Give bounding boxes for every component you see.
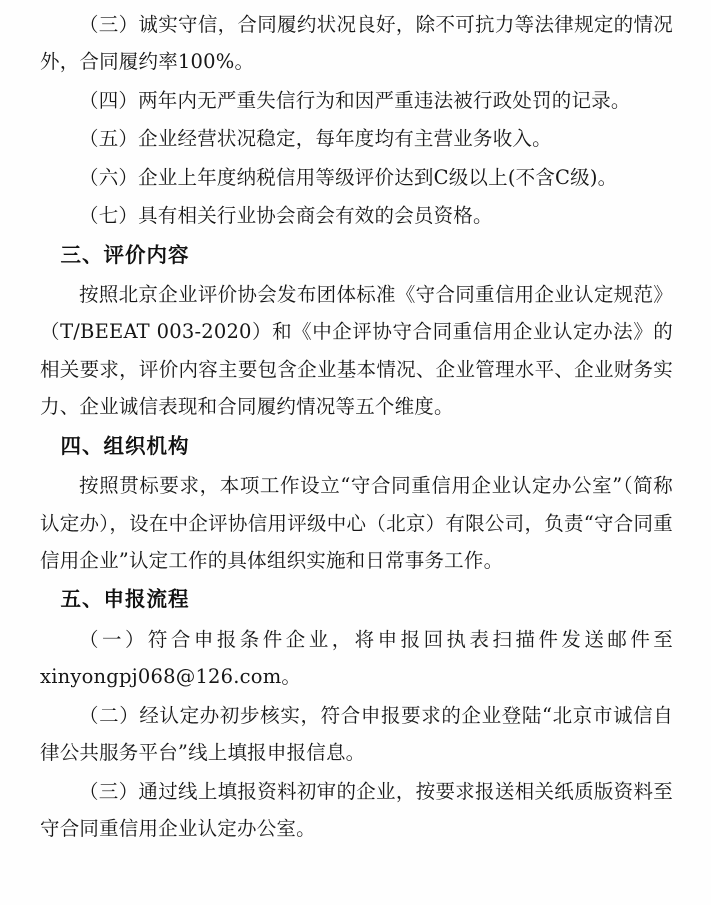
- section-body-organization: 按照贯标要求，本项工作设立“守合同重信用企业认定办公室”（简称认定办），设在中企评协信用评级中心（北京）有限公司，负责“守合同重信用企业”认定工作的具体组织实施和日常事务工作。: [40, 474, 673, 572]
- section-heading-evaluation-content: 三、评价内容: [60, 242, 190, 267]
- list-item: （一）符合申报条件企业，将申报回执表扫描件发送邮件至xinyongpj068@126.com。: [40, 627, 673, 689]
- list-item: （六）企业上年度纳税信用等级评价达到C级以上(不含C级)。: [79, 165, 618, 189]
- section-body-evaluation-content: 按照北京企业评价协会发布团体标准《守合同重信用企业认定规范》（T/BEEAT 003-2020）和《中企评协守合同重信用企业认定办法》的相关要求，评价内容主要包含企业基本情况、企业管理水平、企业财务实力、企业诚信表现和合同履约情况等五个维度。: [40, 282, 673, 419]
- section-heading-application-process: 五、申报流程: [60, 587, 190, 612]
- list-item: （三）诚实守信，合同履约状况良好，除不可抗力等法律规定的情况外，合同履约率100%。: [40, 13, 673, 74]
- section-heading-organization: 四、组织机构: [60, 433, 190, 458]
- list-item: （三）通过线上填报资料初审的企业，按要求报送相关纸质版资料至守合同重信用企业认定办公室。: [40, 779, 673, 840]
- list-item: （二）经认定办初步核实，符合申报要求的企业登陆“北京市诚信自律公共服务平台”线上填报申报信息。: [40, 703, 673, 765]
- list-item: （五）企业经营状况稳定，每年度均有主营业务收入。: [79, 127, 552, 151]
- list-item: （四）两年内无严重失信行为和因严重违法被行政处罚的记录。: [79, 88, 631, 112]
- list-item: （七）具有相关行业协会商会有效的会员资格。: [79, 204, 493, 228]
